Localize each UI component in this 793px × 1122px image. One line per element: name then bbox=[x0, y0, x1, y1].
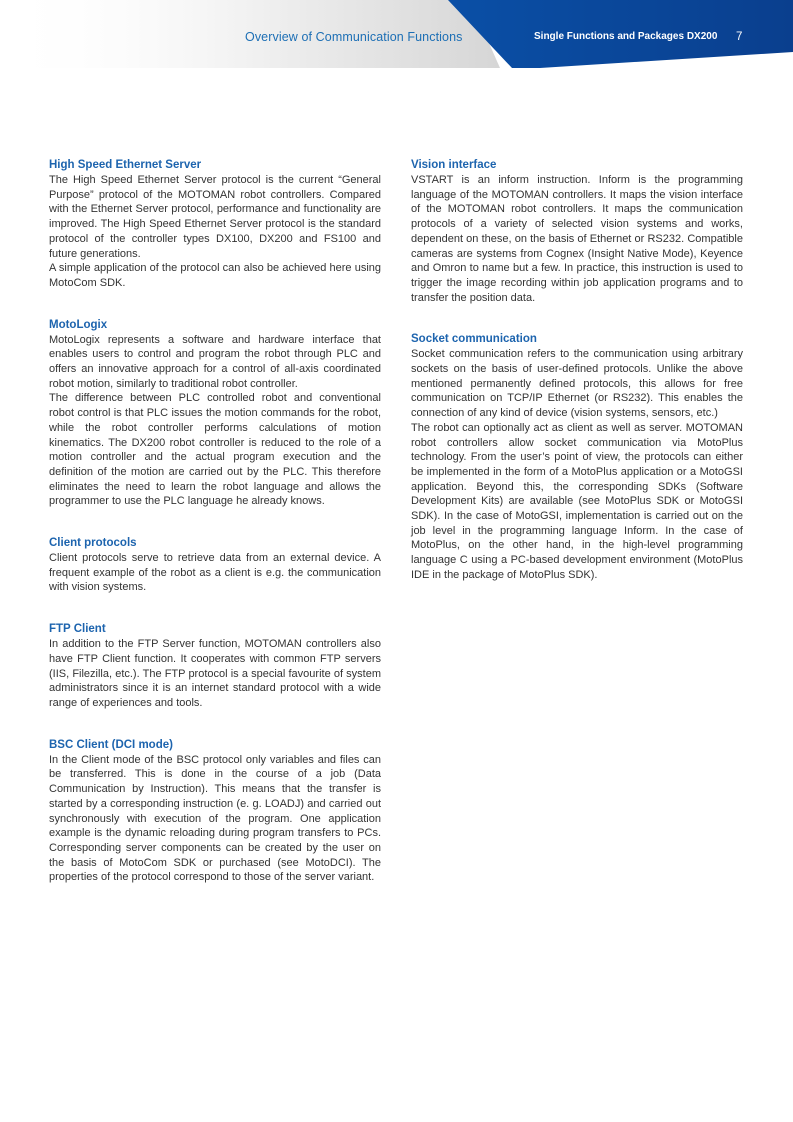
right-column bbox=[411, 158, 743, 583]
section-heading: BSC Client (DCI mode) bbox=[49, 738, 173, 751]
left-column bbox=[49, 158, 381, 885]
section-paragraph: Client protocols serve to retrieve data from an external device. A frequent example of the robot as a client is e.g. the communication with vision systems. bbox=[49, 552, 381, 594]
section-paragraph: A simple application of the protocol can also be achieved here using MotoCom SDK. bbox=[49, 262, 381, 289]
page-number: 7 bbox=[736, 31, 743, 43]
section-heading: MotoLogix bbox=[49, 318, 108, 331]
section-heading: FTP Client bbox=[49, 623, 106, 636]
section-bsc-client bbox=[49, 738, 381, 885]
section-heading: Socket communication bbox=[411, 333, 537, 346]
section-paragraph: The High Speed Ethernet Server protocol is the current “General Purpose” protocol of the MOTOMAN robot controllers. Compared with the Ethernet Server protocol, performance and functionality are improved. The High Speed Ethernet Server protocol is the standard protocol of the controller types DX100, DX200 and FS100 and future generations. bbox=[49, 174, 381, 260]
section-socket-communication bbox=[411, 332, 743, 582]
section-ftp-client bbox=[49, 622, 381, 711]
section-paragraph: MotoLogix represents a software and hardware interface that enables users to control and program the robot through PLC and offers an innovative approach for a control of all-axis coordinated robot motion, similarly to traditional robot controller. bbox=[49, 333, 381, 390]
page-header bbox=[0, 0, 793, 68]
header-product-title: Single Functions and Packages DX200 bbox=[534, 31, 718, 42]
section-client-protocols bbox=[49, 536, 381, 595]
header-section-title: Overview of Communication Functions bbox=[245, 30, 463, 44]
section-high-speed-ethernet-server bbox=[49, 158, 381, 291]
section-paragraph: The difference between PLC controlled robot and conventional robot control is that PLC issues the motion commands for the robot, while the robot controller performs calculations of motion kinematics. The DX200 robot controller is reduced to the role of a motion controller and the actual program execution and the definition of the motion are carried out by the PLC. This therefore eliminates the need to learn the robot language and allows the programmer to use the PLC language he already knows. bbox=[49, 392, 381, 508]
section-heading: High Speed Ethernet Server bbox=[49, 159, 202, 171]
section-paragraph: Socket communication refers to the communication using arbitrary sockets on the basis of user-defined protocols. Unlike the above mentioned permanently defined protocols, this allows for free communication on TCP/IP Ethernet (or RS232). This enables the connection of any kind of device (vision systems, sensors, etc.) bbox=[411, 348, 743, 420]
section-heading: Client protocols bbox=[49, 537, 137, 550]
section-vision-interface bbox=[411, 158, 743, 305]
section-paragraph: In addition to the FTP Server function, MOTOMAN controllers also have FTP Client function. It cooperates with common FTP servers (IIS, Filezilla, etc.). The FTP protocol is a special favourite of system administrators since it is an internet standard protocol with a wide range of experiences and tools. bbox=[49, 638, 381, 709]
section-heading: Vision interface bbox=[411, 159, 497, 171]
section-motologix bbox=[49, 318, 381, 509]
section-paragraph: The robot can optionally act as client as well as server. MOTOMAN robot controllers allow socket communication via MotoPlus technology. From the user’s point of view, the protocols can either be implemented in the form of a MotoPlus application or a MotoGSI application. Beyond this, the corresponding SDKs (Software Development Kits) are available (see MotoPlus SDK or MotoGSI SDK). In the case of MotoGSI, implementation is carried out on the job level in the programming language Inform. In the case of MotoPlus, on the other hand, in the high-level programming language C using a PC-based development environment (MotoPlus IDE in the package of MotoPlus SDK). bbox=[411, 421, 743, 581]
section-paragraph: VSTART is an inform instruction. Inform is the programming language of the MOTOMAN controllers. It maps the vision interface of the MOTOMAN robot controllers. It maps the communication protocols of a variety of selected vision systems and works, dependent on these, on the basis of Ethernet or RS232. Compatible cameras are systems from Cognex (Insight Native Mode), Keyence and Omron to name but a few. In practice, this instruction is used to trigger the image recording within job application programs and to transfer the position data. bbox=[411, 174, 743, 304]
section-paragraph: In the Client mode of the BSC protocol only variables and files can be transferred. This is done in the course of a job (Data Communication by Instruction). This means that the transfer is started by a corresponding instruction (e. g. LOADJ) and carried out synchronously with execution of the program. One application example is the dynamic reloading during program transfers to PCs. Corresponding server components can be created by the user on the basis of MotoCom SDK or purchased (see MotoDCI). The properties of the protocol correspond to those of the server variant. bbox=[49, 753, 381, 884]
